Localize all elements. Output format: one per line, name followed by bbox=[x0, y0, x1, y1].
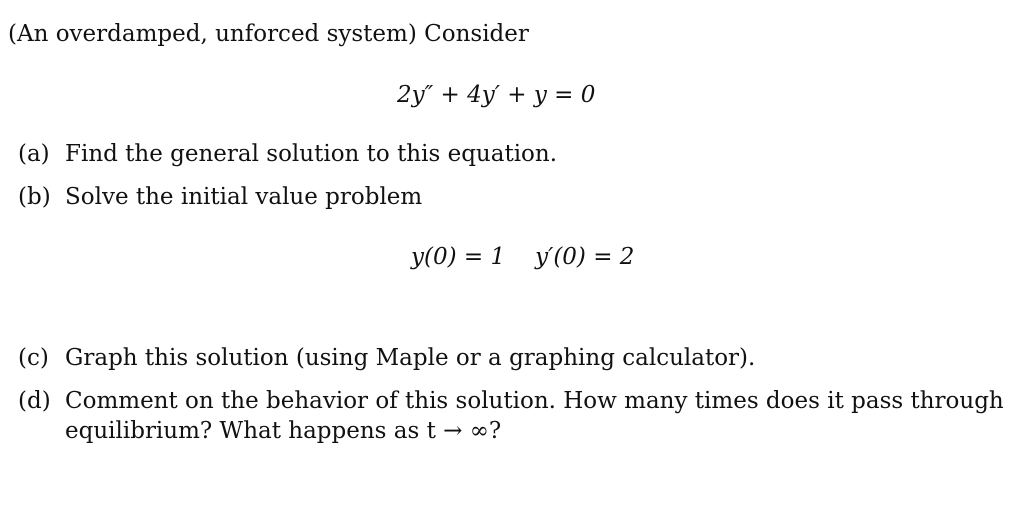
part-a-text: Find the general solution to this equation. bbox=[65, 141, 558, 167]
part-c-text: Graph this solution (using Maple or a graphing calculator). bbox=[65, 345, 756, 371]
part-c bbox=[18, 343, 755, 373]
initial-conditions bbox=[411, 242, 634, 272]
part-c-label: (c) bbox=[18, 345, 49, 371]
part-a-label: (a) bbox=[18, 141, 50, 167]
part-d-text-line1: Comment on the behavior of this solution. How many times does it pass through bbox=[65, 388, 1004, 414]
differential-equation: 2y″ + 4y′ + y = 0 bbox=[397, 82, 596, 108]
part-b-label: (b) bbox=[18, 184, 51, 210]
initial-condition-y: y(0) = 1 bbox=[411, 244, 506, 270]
part-b-text: Solve the initial value problem bbox=[65, 184, 423, 210]
part-d bbox=[18, 386, 1004, 446]
initial-condition-yprime: y′(0) = 2 bbox=[535, 244, 635, 270]
part-d-label: (d) bbox=[18, 388, 51, 414]
problem-intro: (An overdamped, unforced system) Consider bbox=[8, 21, 529, 47]
part-d-text-line2: equilibrium? What happens as t → ∞? bbox=[65, 418, 502, 444]
part-b bbox=[18, 182, 422, 212]
part-a bbox=[18, 139, 557, 169]
